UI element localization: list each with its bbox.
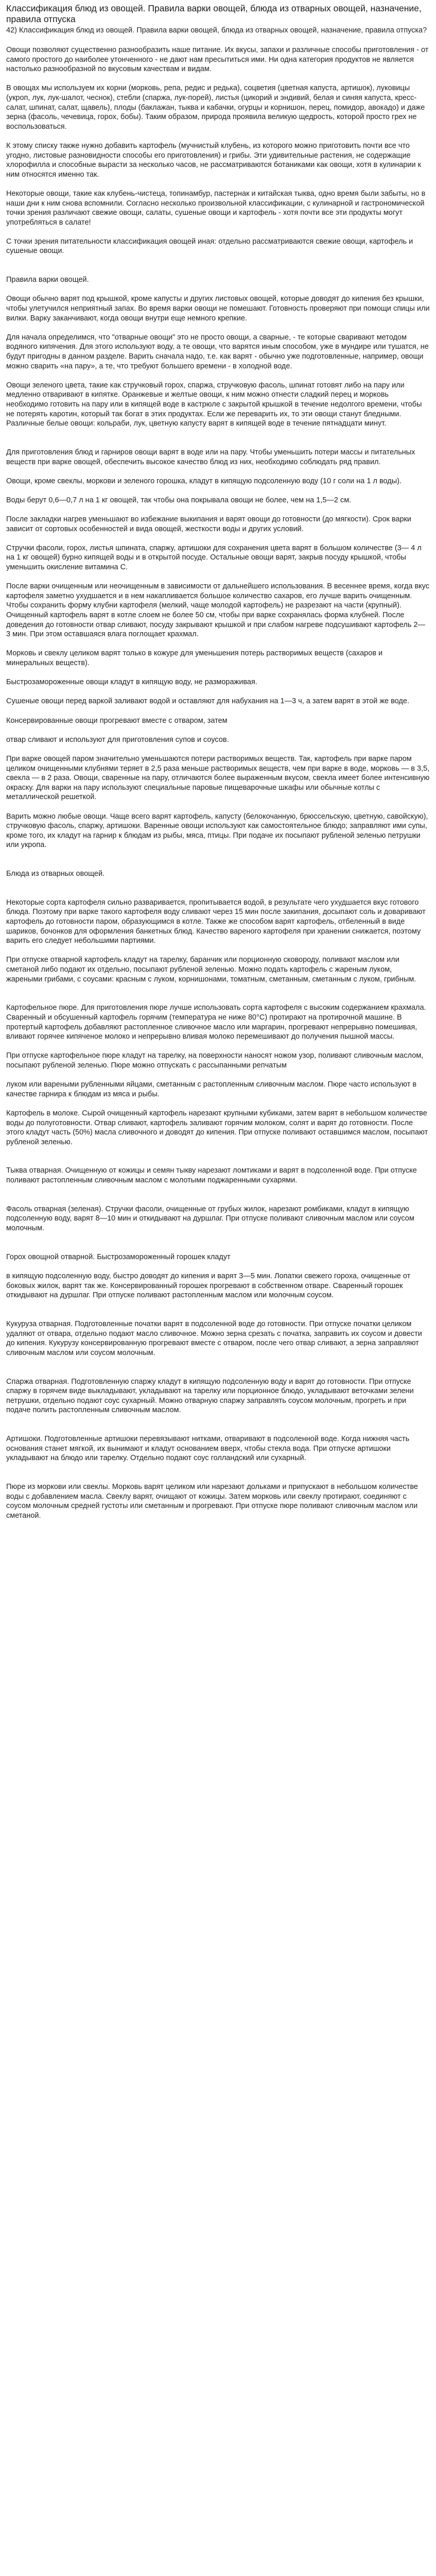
blank-line (6, 266, 430, 276)
paragraph: После закладки нагрев уменьшают во избежание выкипания и варят овощи до готовности (до мягкости). Срок варки зависит от сортовых особенностей и вида овощей, жесткости воды и других условий. (6, 515, 412, 533)
blank-line (6, 1195, 430, 1205)
paragraph: Варить можно любые овощи. Чаще всего варят картофель, капусту (белокочанную, брюссельскую, цветную, савойскую), стручковую фасоль, спаржу, артишоки. Варенные овощи используют как самостоятельное блюдо; заправляют ими супы, кроме того, их кладут на гарнир к блюдам из рыбы, мяса, птицы. При подаче их посыпают рубленой зеленью петрушки или укропа. (6, 812, 428, 850)
paragraph: Картофельное пюре. Для приготовления пюре лучше использовать сорта картофеля с высоким содержанием крахмала. Сваренный и обсушенный картофель горячим (температура не ниже 80°С) протирают на протирочной машине. В протертый картофель добавляют растопленное сливочное масло или маргарин, прогревают непрерывно помешивая, вливают горячее кипяченое молоко и непрерывно вливая молоко перемешивают до получения пышной массы. (6, 1004, 426, 1041)
paragraph: Сушеные овощи перед варкой заливают водой и оставляют для набухания на 1—3 ч, а затем варят в этой же воде. (6, 697, 409, 706)
paragraph: К этому списку также нужно добавить картофель (мучнистый клубень, из которого можно приготовить почти все что угодно, листовые разновидности способы его приготовления) и грибы. Эти удивительные растения, не содержащие хлорофилла и способные вырасти за несколько часов, не рассматриваются ботаниками как овощи, хотя в кулинарии к ним относятся именно так. (6, 141, 421, 179)
paragraph: Пюре из моркови или свеклы. Морковь варят целиком или нарезают дольками и припускают в небольшом количестве воды с добавлением масла. Свеклу варят, очищают от кожицы. Затем морковь или свеклу протирают, соединяют с соусом молочным средней густоты или сметанным и прогревают. При отпуске пюре поливают сливочным маслом или сметаной. (6, 1483, 418, 1520)
paragraph: Стручки фасоли, горох, листья шпината, спаржу, артишоки для сохранения цвета варят в большом количестве (3— 4 л на 1 кг овощей) бурно кипящей воды и в открытой посуде. Остальные овощи варят, закрыв посуду крышкой, чтобы уменьшить окисление витамина С. (6, 544, 422, 572)
blank-line (6, 1425, 430, 1435)
paragraph: Горох овощной отварной. Быстрозамороженный горошек кладут (6, 1252, 231, 1261)
paragraph: Овощи обычно варят под крышкой, кроме капусты и других листовых овощей, которые доводят до кипения без крышки, чтобы улетучился неприятный запах. Во время варки овощи не помешают. Готовность проверяют при помощи спицы или вилки. Варку заканчивают, когда овощи внутри еще немного крепкие. (6, 295, 430, 323)
paragraph: Для начала определимся, что "отварные овощи" это не просто овощи, а сварные, - те которые сваривают методом водяного кипячения. Для этого используют воду, а те овощи, что варятся иным способом, уже в мундире или тушатся, не будут пригодны в данном разделе. Варить сначала надо, т.е. как варят - обычно уже подготовленные, например, овощи можно сварить «на пару», а те, что требуют большего времени - в холодной воде. (6, 333, 429, 370)
paragraph: Правила варки овощей. (6, 276, 89, 284)
document-body (6, 45, 430, 1520)
paragraph: Фасоль отварная (зеленая). Стручки фасоли, очищенные от грубых жилок, нарезают ромбиками, кладут в кипящую подсоленную воду, варят 8—10 мин и откидывают на дуршлаг. При отпуске поливают сливочным маслом или соусом молочным. (6, 1205, 414, 1233)
paragraph: луком или вареными рубленными яйцами, сметанным с растопленным сливочным маслом. Пюре часто используют в качестве гарнира к блюдам из мяса и рыбы. (6, 1080, 417, 1098)
blank-line (6, 859, 430, 869)
paragraph: в кипящую подсоленную воду, быстро доводят до кипения и варят 3—5 мин. Лопатки свежего гороха, очищенные от боковых жилок, варят так же. Консервированный горошек прогревают в собственном отваре. Сваренный горошек откидывают на дуршлаг. При отпуске поливают растопленным маслом или молочным соусом. (6, 1272, 411, 1300)
page-title: Классификация блюд из овощей. Правила варки овощей, блюда из отварных овощей, назначение, правила отпуска (6, 3, 422, 24)
paragraph: отвар сливают и используют для приготовления супов и соусов. (6, 735, 229, 744)
paragraph: Овощи, кроме свеклы, моркови и зеленого горошка, кладут в кипящую подсоленную воду (10 г соли на 1 л воды). (6, 477, 402, 485)
paragraph: Блюда из отварных овощей. (6, 870, 105, 878)
paragraph: Тыква отварная. Очищенную от кожицы и семян тыкву нарезают ломтиками и варят в подсоленной воде. При отпуске поливают растопленным сливочным маслом с молотыми поджаренными сухарями. (6, 1166, 417, 1185)
paragraph: При отпуске отварной картофель кладут на тарелку, баранчик или порционную сковороду, поливают маслом или сметаной либо подают их отдельно, посыпают рубленой зеленью. Можно подать картофель с жареным луком, жареными грибами, с соусами: красным с луком, корнишонами, томатным, сметанным, сметанным с луком, грибным. (6, 956, 416, 984)
paragraph: При отпуске картофельное пюре кладут на тарелку, на поверхности наносят ножом узор, поливают сливочным маслом, посыпают рубленой зеленью. Пюре можно отпускать с рассыпанными репчатым (6, 1052, 424, 1070)
paragraph: Артишоки. Подготовленные артишоки перевязывают нитками, отваривают в подсоленной воде. Когда нижняя часть основания станет мягкой, их вынимают и кладут основанием вверх, чтобы стекла вода. При отпуске артишоки укладывают на блюдо или тарелку. Отдельно подают соус голландский или сухарный. (6, 1435, 410, 1463)
blank-line (6, 1243, 430, 1252)
blank-line (6, 1157, 430, 1166)
paragraph: Овощи позволяют существенно разнообразить наше питание. Их вкусы, запахи и различные способы приготовления - от самого простого до наиболее утонченного - не дают нам пресытиться ими. Ни одна категория продуктов не является настолько разнообразной по вкусовым качествам и видам. (6, 46, 429, 74)
blank-line (6, 888, 430, 898)
blank-line (6, 1367, 430, 1377)
paragraph: Консервированные овощи прогревают вместе с отваром, затем (6, 716, 228, 725)
paragraph: При варке овощей паром значительно уменьшаются потери растворимых веществ. Так, картофель при варке паром целиком очищенными клубнями теряет в 2,5 раза меньше растворимых веществ, чем при варке в воде, морковь — в 3,5, свекла — в 2 раза. Овощи, сваренные на пару, отличаются более выраженным вкусом, свекла имеет более интенсивную окраску. Для варки на пару используют специальные паровые пищеварочные шкафы или обычные котлы с металлической решеткой. (6, 754, 430, 802)
paragraph: Картофель в молоке. Сырой очищенный картофель нарезают крупными кубиками, затем варят в небольшом количестве воды до полуготовности. Отвар сливают, картофель заливают горячим молоком, солят и варят до готовности. После этого кладут часть (50%) масла сливочного и доводят до кипения. При отпуске поливают оставшимся маслом, посыпают рубленой зеленью. (6, 1109, 428, 1146)
paragraph: Некоторые овощи, такие как клубень-чистеца, топинамбур, пастернак и китайская тыква, одно время были забыты, но в наши дни к ним снова вспомнили. Согласно несколько произвольной классификации, с кулинарной и гастрономической точки зрения различают свежие овощи, салаты, сушеные овощи и картофель - хотя почти все эти продукты могут употребляться в салате! (6, 189, 426, 227)
paragraph: В овощах мы используем их корни (морковь, репа, редис и редька), соцветия (цветная капуста, артишок), луковицы (укроп, лук, лук-шалот, чеснок), стебли (спаржа, лук-порей), листья (цикорий и эндивий, белая и синяя капуста, кресс-салат, шпинат, салат, щавель), плоды (баклажан, тыква и кабачки, огурцы и корнишон, перец, помидор, авокадо) и даже зерна (фасоль, чечевица, горох, бобы). Таким образом, природа проявила великую щедрость, которой просто грех не воспользоваться. (6, 84, 425, 131)
blank-line (6, 1310, 430, 1319)
paragraph: Быстрозамороженные овощи кладут в кипящую воду, не размораживая. (6, 678, 257, 687)
paragraph: Кукуруза отварная. Подготовленные початки варят в подсоленной воде до готовности. При отпуске початки целиком удаляют от отвара, отдельно подают масло сливочное. Можно зерна срезать с початка, заправить их соусом и довести до кипения. Кукурузу консервированную прогревают вместе с отваром, после чего отвар сливают, а зерна заправляют сливочным маслом или соусом молочным. (6, 1319, 422, 1357)
paragraph: Морковь и свеклу целиком варят только в кожуре для уменьшения потерь растворимых веществ (сахаров и минеральных веществ). (6, 649, 383, 667)
paragraph: Овощи зеленого цвета, такие как стручковый горох, спаржа, стручковую фасоль, шпинат готовят либо на пару или медленно отваривают в кипятке. Оранжевые и желтые овощи, к ним можно отнести сладкий перец и морковь необходимо готовить на пару или в кипящей воде в кастрюле с закрытой крышкой в течение недолгого времени, чтобы не потерять каротин, который так богат в этих продуктах. Если же переварить их, то эти овощи станут бледными. Различные белые овощи: кольраби, лук, цветную капусту варят в кипящей воде в течение пятнадцати минут. (6, 381, 422, 428)
paragraph: После варки очищенным или неочищенным в зависимости от дальнейшего использования. В весеннее время, когда вкус картофеля заметно ухудшается и в нем накапливается большое количество сахаров, его лучше варить очищенным. Чтобы сохранить форму клубни картофеля (мелкий, чаще молодой картофель) не разрезают на части (крупный). Очищенный картофель варят в котле слоем не более 50 см, чтобы при варке сохранялась форма клубней. После доведения до готовности отвар сливают, посуду закрывают крышкой и при слабом нагреве подсушивают картофель 2— 3 мин. При этом оставшаяся влага поглощает крахмал. (6, 582, 429, 639)
paragraph: С точки зрения питательности классификация овощей иная: отдельно рассматриваются свежие овощи, картофель и сушеные овощи. (6, 237, 413, 256)
paragraph: Спаржа отварная. Подготовленную спаржу кладут в кипящую подсоленную воду и варят до готовности. При отпуске спаржу в горячем виде выкладывают, укладывают на тарелку или порционное блюдо, укладывают веточками зелени петрушки, отдельно подают соус сухарный. Можно отварную спаржу заправлять соусом молочным, прогреть и при подаче полить растопленным сливочным маслом. (6, 1377, 414, 1415)
blank-line (6, 994, 430, 1004)
paragraph: Некоторые сорта картофеля сильно разваривается, пропитывается водой, в результате чего ухудшается вкус готового блюда. Поэтому при варке такого картофеля воду сливают через 15 мин после закипания, досыпают соль и доваривают картофель до готовности паром, образующимся в котле. Также же способом варят картофель, отбеленный в виде шариков, бочонков для оформления банкетных блюд. Качество вареного картофеля при хранении снижается, поэтому варить его следует небольшими партиями. (6, 898, 426, 945)
page-subtitle: 42) Классификация блюд из овощей. Правила варки овощей, блюда из отварных овощей, назначение, правила отпуска? (6, 26, 427, 35)
blank-line (6, 1472, 430, 1482)
paragraph: Воды берут 0,6—0,7 л на 1 кг овощей, так чтобы она покрывала овощи не более, чем на 1,5—2 см. (6, 496, 352, 504)
paragraph: Для приготовления блюд и гарниров овощи варят в воде или на пару. Чтобы уменьшить потери массы и питательных веществ при варке овощей, обеспечить высокое качество блюд из них, необходимо соблюдать ряд правил. (6, 448, 415, 466)
blank-line (6, 438, 430, 448)
